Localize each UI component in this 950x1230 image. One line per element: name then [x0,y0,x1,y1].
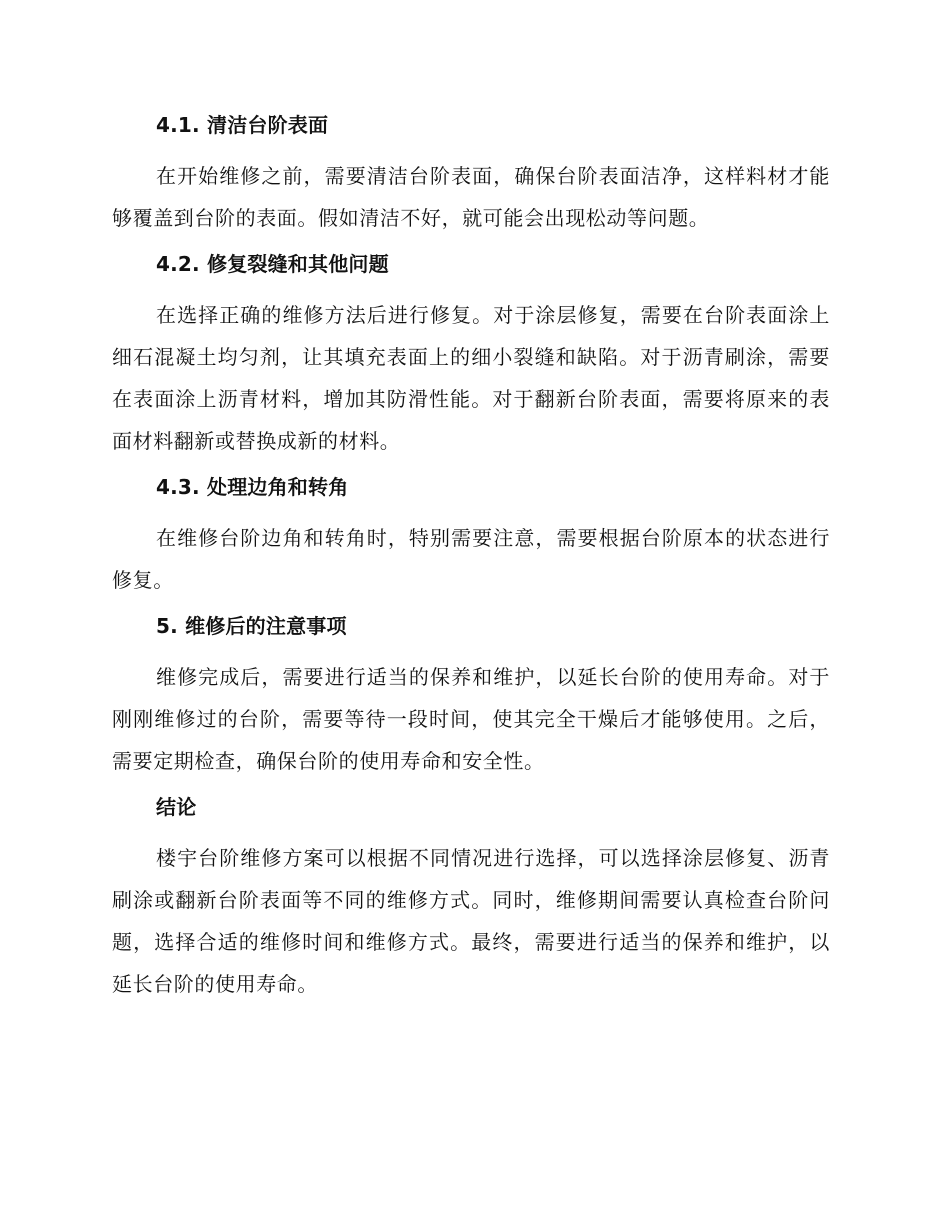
section-heading: 4.3. 处理边角和转角 [156,475,349,499]
section-paragraph: 维修完成后，需要进行适当的保养和维护，以延长台阶的使用寿命。对于刚刚维修过的台阶，需要等待一段时间，使其完全干燥后才能够使用。之后，需要定期检查，确保台阶的使用寿命和安全性。 [112,665,830,773]
section-5 [112,609,830,782]
section-4-1 [112,108,830,239]
section-paragraph: 在开始维修之前，需要清洁台阶表面，确保台阶表面洁净，这样料材才能够覆盖到台阶的表面。假如清洁不好，就可能会出现松动等问题。 [112,164,830,230]
section-conclusion [112,790,830,1005]
section-heading: 4.1. 清洁台阶表面 [156,113,329,137]
section-paragraph: 在维修台阶边角和转角时，特别需要注意，需要根据台阶原本的状态进行修复。 [112,526,830,592]
section-4-3 [112,470,830,601]
section-heading: 4.2. 修复裂缝和其他问题 [156,252,389,276]
section-4-2 [112,247,830,462]
section-heading: 结论 [156,795,197,819]
section-paragraph: 在选择正确的维修方法后进行修复。对于涂层修复，需要在台阶表面涂上细石混凝土均匀剂，让其填充表面上的细小裂缝和缺陷。对于沥青刷涂，需要在表面涂上沥青材料，增加其防滑性能。对于翻新台阶表面，需要将原来的表面材料翻新或替换成新的材料。 [112,303,830,453]
section-paragraph: 楼宇台阶维修方案可以根据不同情况进行选择，可以选择涂层修复、沥青刷涂或翻新台阶表面等不同的维修方式。同时，维修期间需要认真检查台阶问题，选择合适的维修时间和维修方式。最终，需要进行适当的保养和维护，以延长台阶的使用寿命。 [112,846,830,996]
document-page [112,108,830,1013]
section-heading: 5. 维修后的注意事项 [156,614,347,638]
